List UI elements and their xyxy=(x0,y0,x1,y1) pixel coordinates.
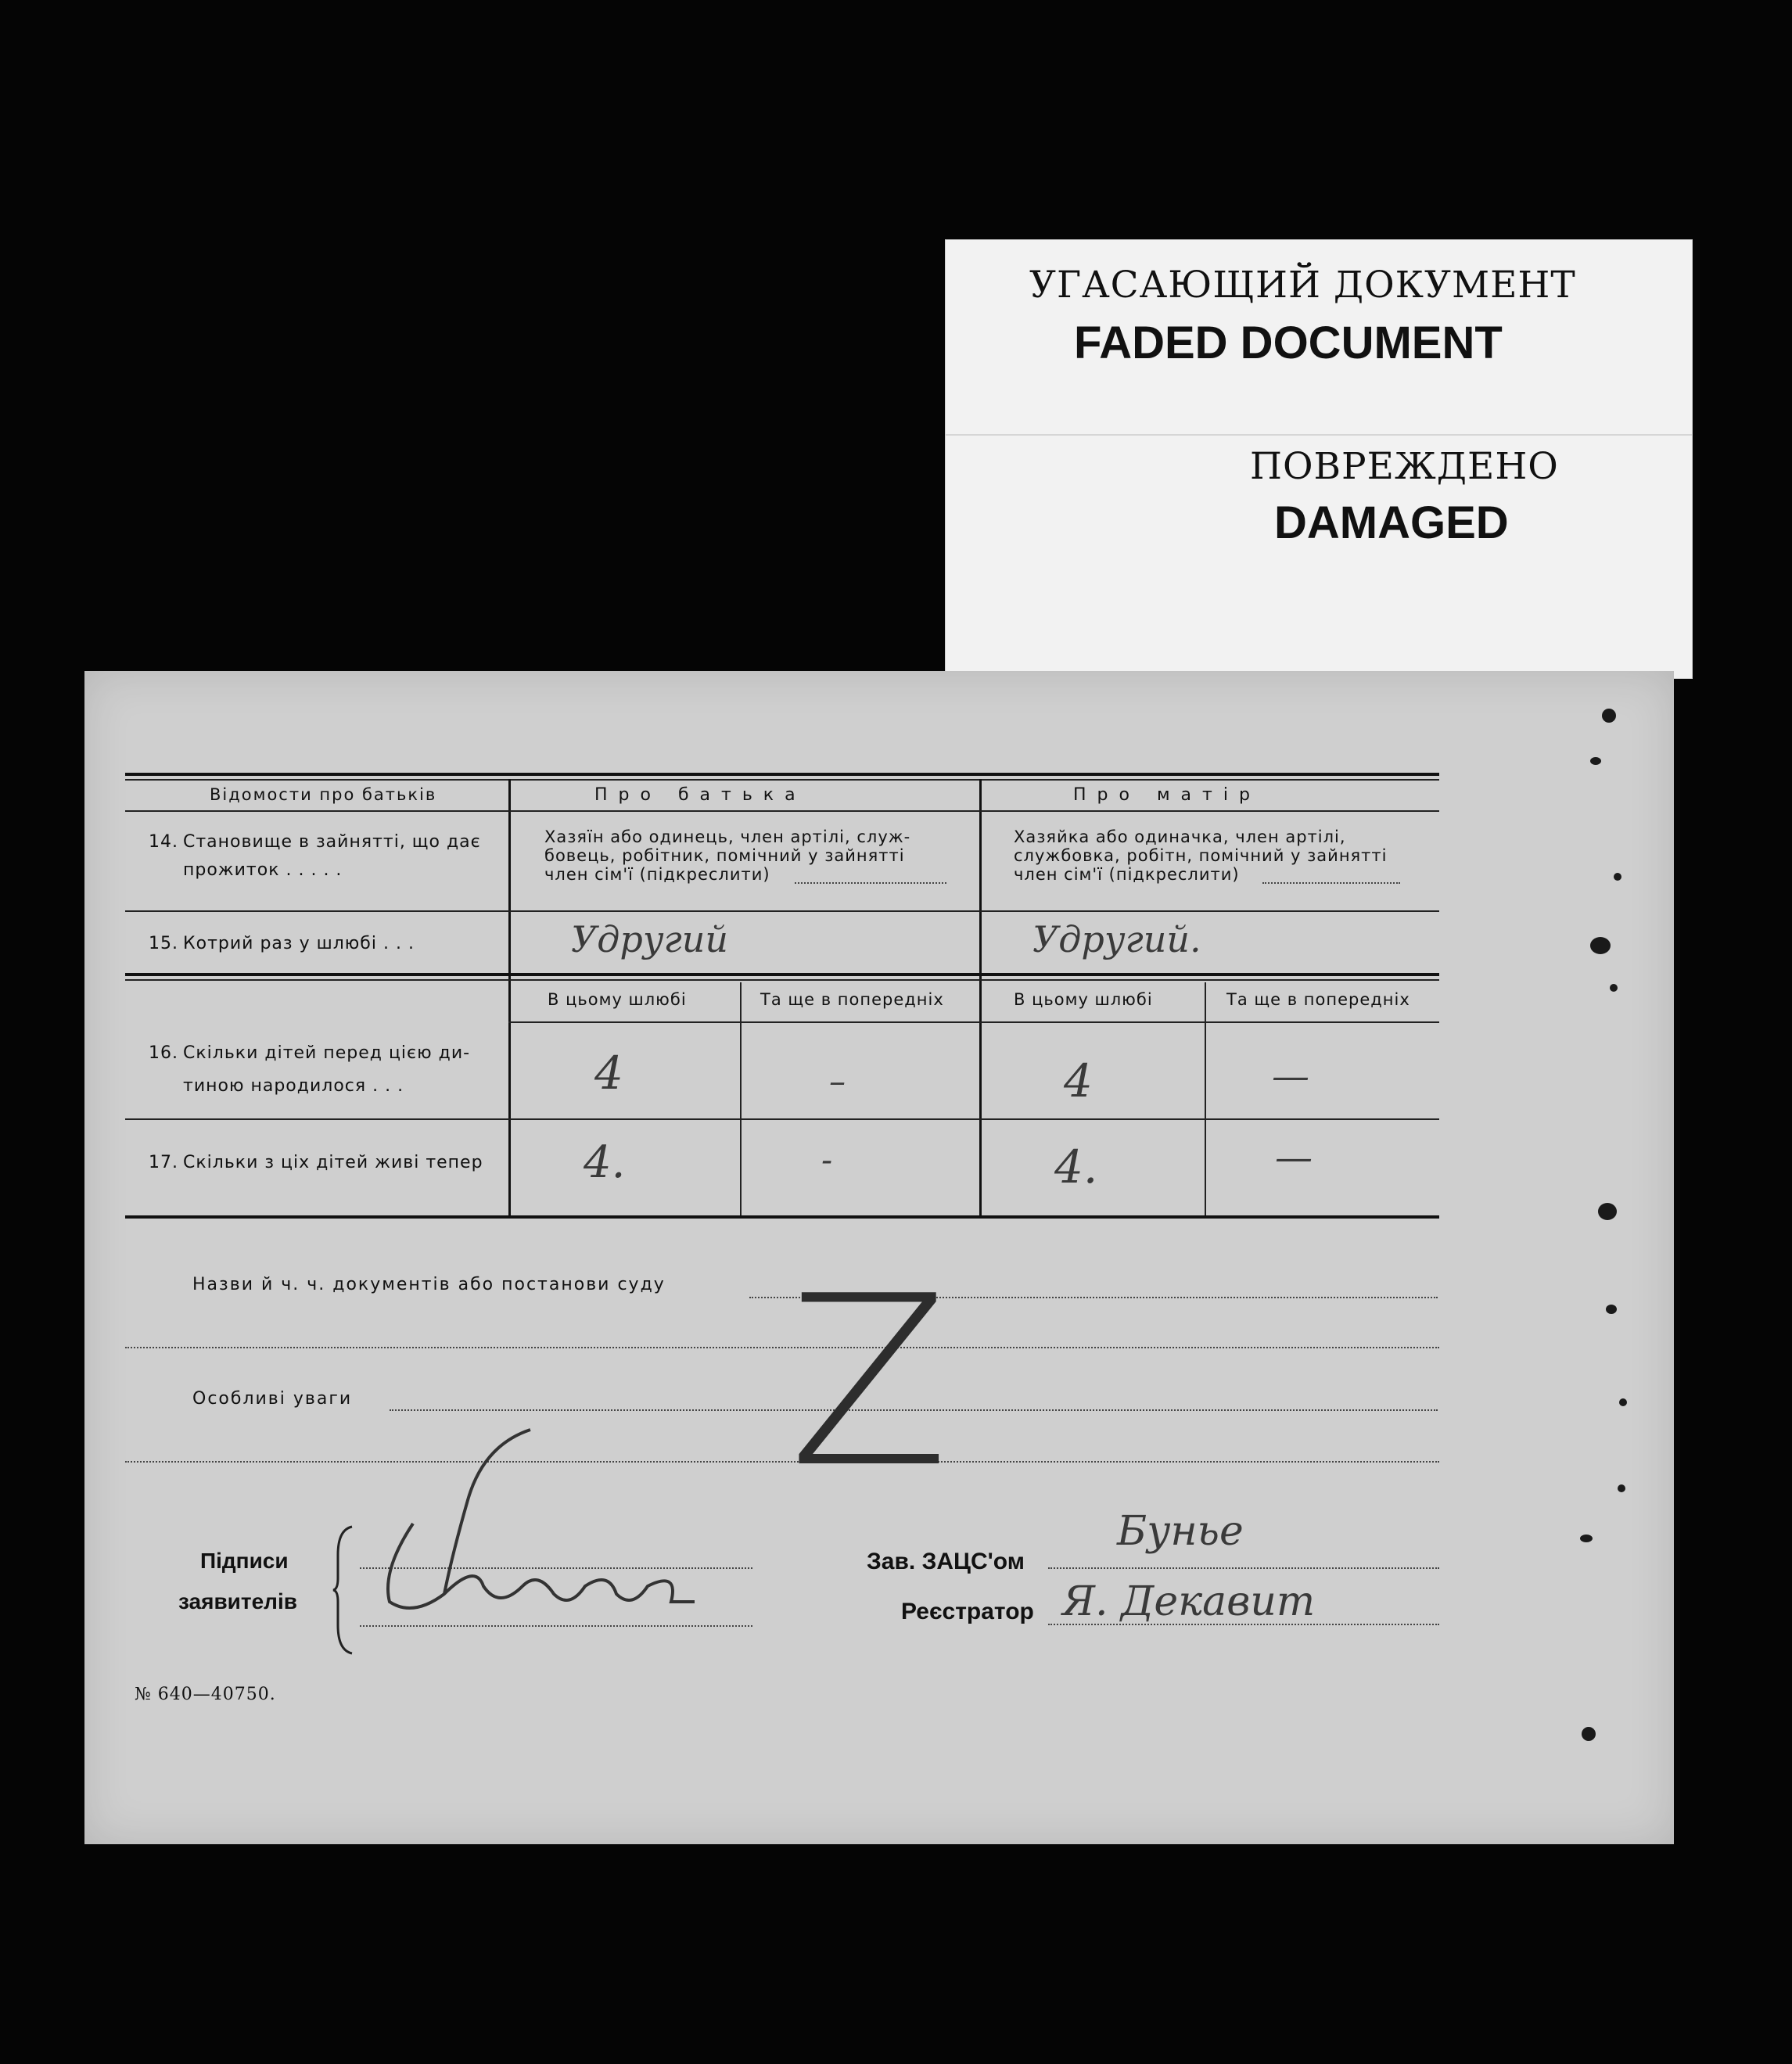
row17-mother-prev: — xyxy=(1275,1136,1313,1179)
row17-father-prev: - xyxy=(821,1140,833,1179)
crossed-out-z-mark: Z xyxy=(788,1246,950,1519)
label-faded-ru: УГАСАЮЩИЙ ДОКУМЕНТ xyxy=(1029,264,1576,307)
table-bottom-rule xyxy=(125,1215,1439,1219)
row16-label-line1: Скільки дітей перед цією ди- xyxy=(183,1043,471,1063)
row17-mother-this: 4. xyxy=(1054,1140,1098,1194)
row15-mother-value: Удругий. xyxy=(1032,918,1201,960)
row16-number: 16. xyxy=(149,1043,178,1063)
form-sheet xyxy=(84,671,1674,1844)
documents-label: Назви й ч. ч. документів або постанови суду xyxy=(192,1275,666,1294)
label-damaged-en: DAMAGED xyxy=(1274,497,1509,548)
header-parents-info: Відомости про батьків xyxy=(210,785,437,804)
row16-label-line2: тиною народилося . . . xyxy=(183,1076,404,1096)
subheader-mother-previous: Та ще в попередніх xyxy=(1226,990,1410,1009)
row17-label: Скільки з ціх дітей живі тепер xyxy=(183,1153,483,1172)
table-top-rule xyxy=(125,773,1439,776)
applicants-signatures-label-line2: заявителів xyxy=(178,1589,297,1614)
row14-mother-options-line3: член сім'ї (підкреслити) xyxy=(1014,865,1240,884)
head-signature: Бунье xyxy=(1117,1508,1244,1555)
row14-label-line2: прожиток . . . . . xyxy=(183,860,343,880)
row16-father-this: 4 xyxy=(594,1046,623,1100)
label-damaged-ru: ПОВРЕЖДЕНО xyxy=(1250,445,1559,488)
row14-father-options-line1: Хазяїн або одинець, член артілі, служ- xyxy=(544,827,911,846)
registrar-signature: Я. Декавит xyxy=(1062,1578,1316,1625)
row17-father-this: 4. xyxy=(584,1137,626,1188)
row16-mother-this: 4 xyxy=(1064,1054,1093,1107)
row14-mother-options-line2: службовка, робітн, помічний у зайнятті xyxy=(1014,846,1388,865)
row14-father-options-line3: член сім'ї (підкреслити) xyxy=(544,865,770,884)
subheader-father-previous: Та ще в попередніх xyxy=(760,990,944,1009)
header-about-mother: Про матір xyxy=(1073,785,1261,805)
applicant-signature-scribble xyxy=(350,1414,757,1641)
head-zags-label: Зав. ЗАЦС'ом xyxy=(867,1549,1025,1574)
header-about-father: Про батька xyxy=(594,785,806,805)
applicants-signatures-label-line1: Підписи xyxy=(200,1549,289,1573)
subheader-father-this-marriage: В цьому шлюбі xyxy=(548,990,687,1009)
row15-number: 15. xyxy=(149,934,178,953)
label-fold-line xyxy=(946,434,1692,436)
row16-mother-prev: — xyxy=(1272,1054,1309,1098)
row14-father-options-line2: бовець, робітник, помічний у зайнятті xyxy=(544,846,905,865)
row14-label-line1: Становище в зайнятті, що дає xyxy=(183,832,481,852)
registrar-label: Реєстратор xyxy=(901,1599,1034,1624)
form-serial-number: № 640—40750. xyxy=(135,1685,276,1704)
label-faded-en: FADED DOCUMENT xyxy=(1074,318,1503,368)
notes-label: Особливі уваги xyxy=(192,1389,353,1409)
subheader-mother-this-marriage: В цьому шлюбі xyxy=(1014,990,1153,1009)
row17-number: 17. xyxy=(149,1153,178,1172)
row15-father-value: Удругий xyxy=(571,918,729,960)
row14-mother-options-line1: Хазяйка або одиначка, член артілі, xyxy=(1014,827,1346,846)
archive-label-card xyxy=(945,239,1693,679)
row14-number: 14. xyxy=(149,832,178,852)
row15-label: Котрий раз у шлюбі . . . xyxy=(183,934,415,953)
row16-father-prev: – xyxy=(829,1062,846,1100)
